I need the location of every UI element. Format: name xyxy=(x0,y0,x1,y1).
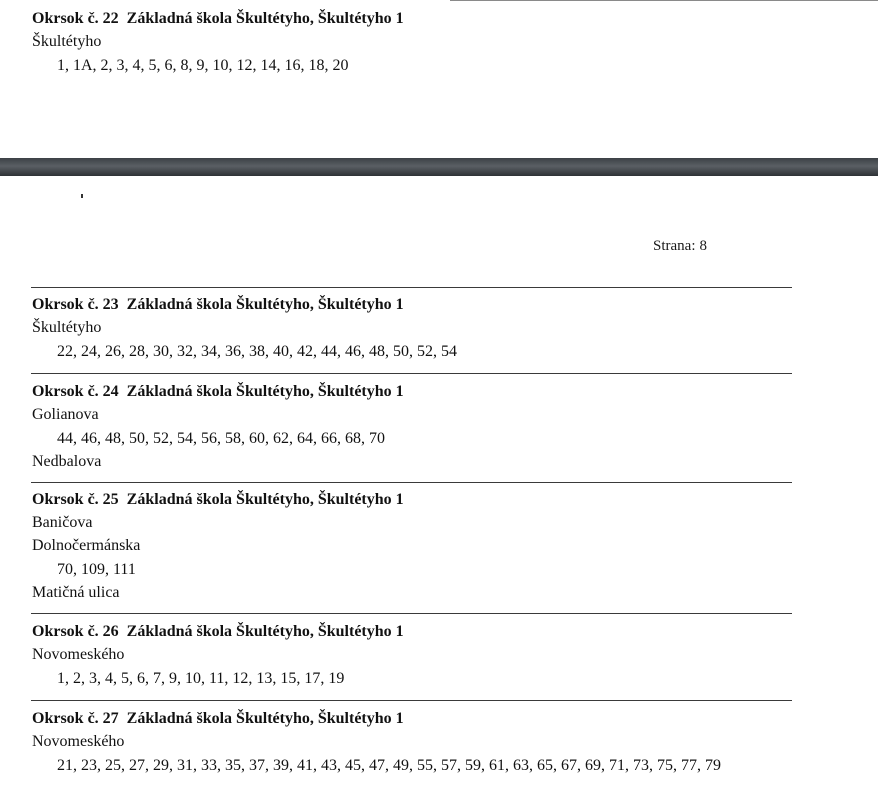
street-name: Matičná ulica xyxy=(32,584,120,601)
document-page-7 xyxy=(0,0,878,158)
street-name: Baničova xyxy=(32,514,93,531)
okrsok-label: Okrsok č. 24 xyxy=(32,383,119,400)
okrsok-23 xyxy=(32,293,822,363)
page-rule xyxy=(450,0,878,1)
okrsok-27 xyxy=(32,707,822,777)
okrsok-school: Základná škola Škultétyho, Škultétyho 1 xyxy=(126,623,404,640)
okrsok-heading xyxy=(32,380,822,403)
street-name: Novomeského xyxy=(32,733,125,750)
page-number xyxy=(653,238,707,255)
section-rule xyxy=(31,700,792,701)
okrsok-label: Okrsok č. 23 xyxy=(32,296,119,313)
okrsok-heading xyxy=(32,488,822,511)
house-numbers: 22, 24, 26, 28, 30, 32, 34, 36, 38, 40, 42, 44, 46, 48, 50, 52, 54 xyxy=(57,343,457,360)
section-rule xyxy=(31,373,792,374)
street-name: Dolnočermánska xyxy=(32,537,141,554)
page-separator xyxy=(0,158,878,176)
street-name: Novomeského xyxy=(32,646,125,663)
street-name: Nedbalova xyxy=(32,453,102,470)
okrsok-school: Základná škola Škultétyho, Škultétyho 1 xyxy=(126,383,404,400)
okrsok-label: Okrsok č. 22 xyxy=(32,10,119,27)
okrsok-school: Základná škola Škultétyho, Škultétyho 1 xyxy=(126,491,404,508)
okrsok-26 xyxy=(32,620,822,690)
document-page-8 xyxy=(0,176,878,802)
page-number-value: 8 xyxy=(699,238,707,254)
section-rule xyxy=(31,482,792,483)
okrsok-school: Základná škola Škultétyho, Škultétyho 1 xyxy=(126,296,404,313)
section-rule xyxy=(31,287,792,288)
house-numbers: 1, 1A, 2, 3, 4, 5, 6, 8, 9, 10, 12, 14, 16, 18, 20 xyxy=(57,57,349,74)
okrsok-24 xyxy=(32,380,822,473)
okrsok-school: Základná škola Škultétyho, Škultétyho 1 xyxy=(126,710,404,727)
okrsok-heading xyxy=(32,620,822,643)
street-name: Škultétyho xyxy=(32,319,102,336)
house-numbers: 1, 2, 3, 4, 5, 6, 7, 9, 10, 11, 12, 13, 15, 17, 19 xyxy=(57,670,345,687)
section-rule xyxy=(31,613,792,614)
house-numbers: 21, 23, 25, 27, 29, 31, 33, 35, 37, 39, 41, 43, 45, 47, 49, 55, 57, 59, 61, 63, 65, 67, 69, 71, 73, 75, 77, 79 xyxy=(57,757,721,774)
street-name: Golianova xyxy=(32,406,99,423)
okrsok-heading xyxy=(32,707,822,730)
okrsok-label: Okrsok č. 26 xyxy=(32,623,119,640)
street-name: Škultétyho xyxy=(32,33,102,50)
okrsok-22 xyxy=(32,7,822,77)
okrsok-heading xyxy=(32,7,822,30)
okrsok-school: Základná škola Škultétyho, Škultétyho 1 xyxy=(126,10,404,27)
okrsok-label: Okrsok č. 27 xyxy=(32,710,119,727)
okrsok-label: Okrsok č. 25 xyxy=(32,491,119,508)
house-numbers: 70, 109, 111 xyxy=(57,561,136,578)
okrsok-25 xyxy=(32,488,822,604)
page-number-label: Strana: xyxy=(653,238,696,254)
scan-speck xyxy=(81,194,83,198)
okrsok-heading xyxy=(32,293,822,316)
house-numbers: 44, 46, 48, 50, 52, 54, 56, 58, 60, 62, 64, 66, 68, 70 xyxy=(57,430,385,447)
